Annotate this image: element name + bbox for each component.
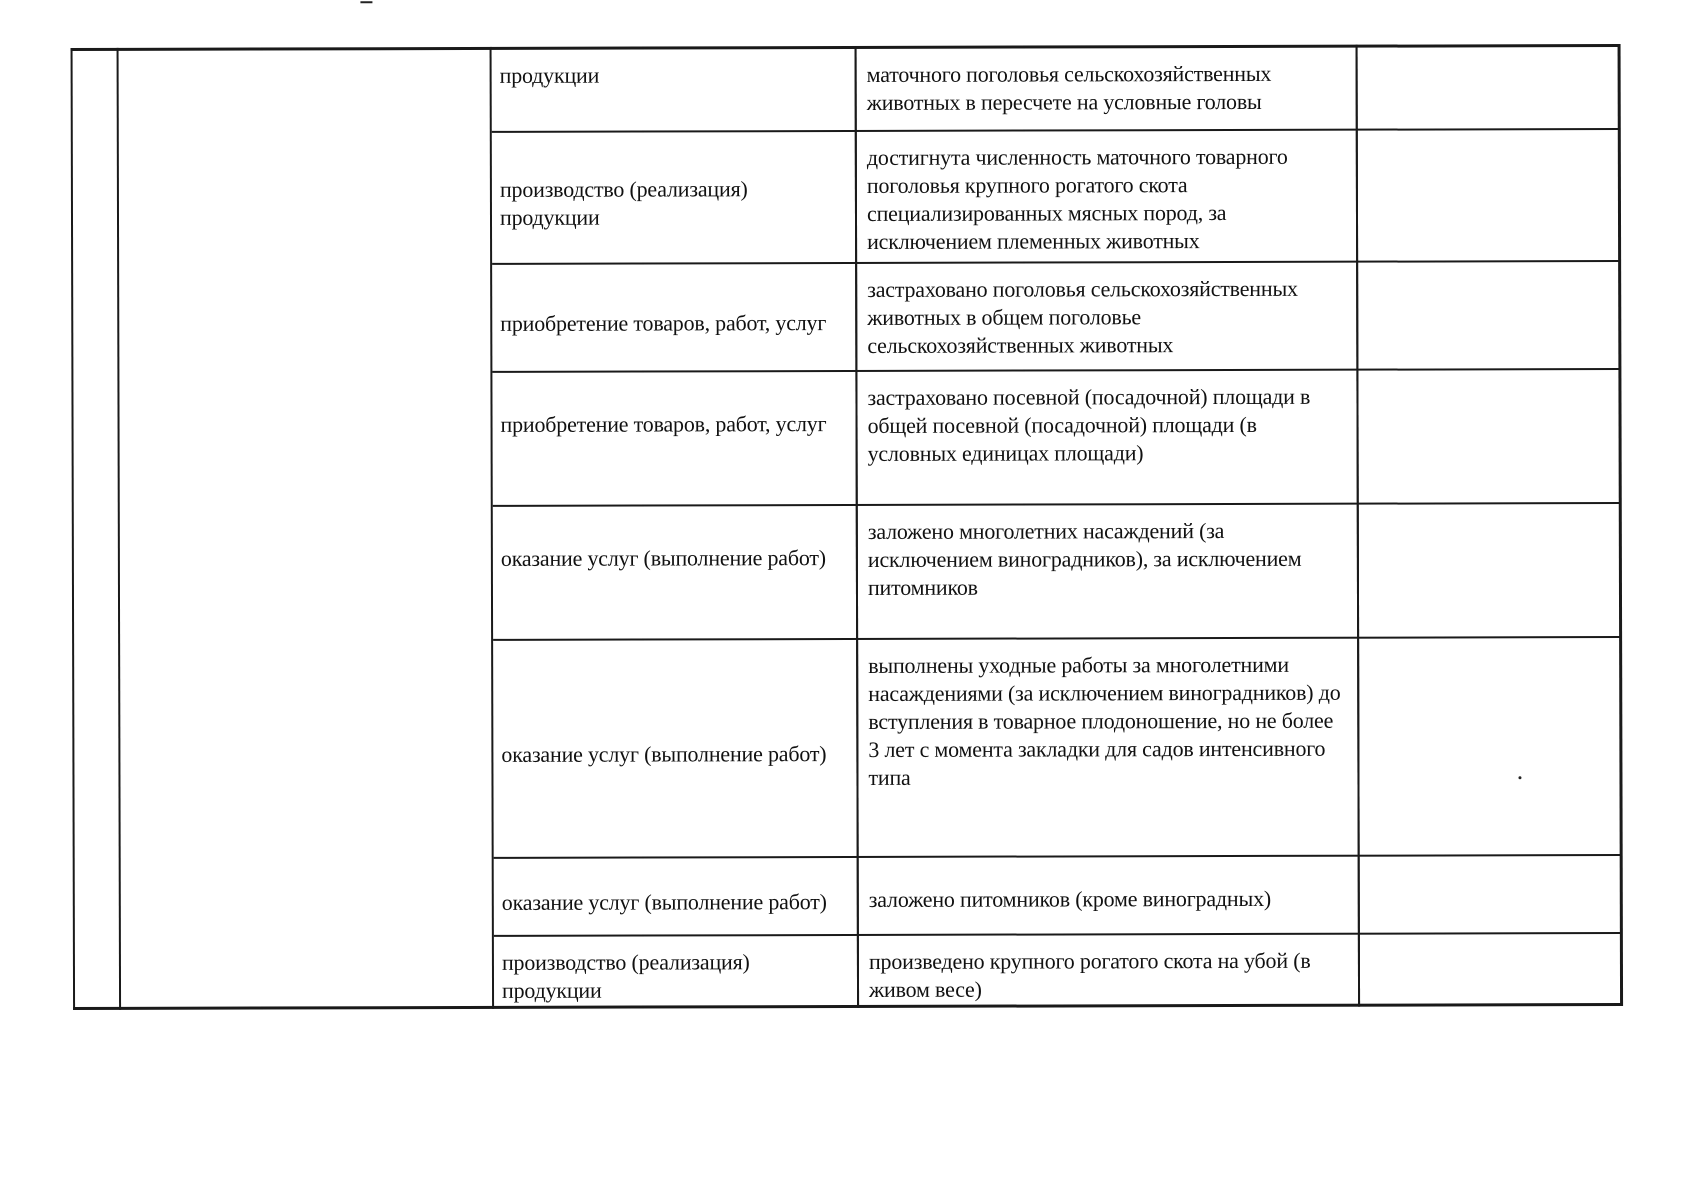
value-cell <box>1356 47 1619 129</box>
result-description-cell: выполнены уходные работы за многолетними насаждениями (за исключением виноградников) до вступления в товарное плодоношение, но не более 3 лет с момента закладки для садов интенсивного типа <box>856 639 1358 856</box>
result-type-cell: приобретение товаров, работ, услуг <box>500 411 827 437</box>
value-cell <box>1356 370 1619 503</box>
value-cell <box>1356 262 1619 369</box>
result-description-cell: заложено питомников (кроме виноградных) <box>857 857 1358 934</box>
value-cell <box>1358 856 1621 933</box>
result-description-cell: достигнута численность маточного товарного поголовья крупного рогатого скота специализированных мясных пород, за исключением племенных животных <box>855 131 1356 262</box>
result-type-cell: продукции <box>499 62 600 88</box>
table-row <box>492 262 1619 373</box>
value-cell <box>1357 638 1621 855</box>
result-type-cell: оказание услуг (выполнение работ) <box>501 889 827 915</box>
value-cell <box>1356 130 1619 261</box>
scan-speck <box>1518 776 1521 779</box>
table-body <box>492 47 1622 1009</box>
result-description-cell: маточного поголовья сельскохозяйственных животных в пересчете на условные головы <box>855 48 1356 130</box>
result-type-cell: оказание услуг (выполнение работ) <box>501 741 827 767</box>
result-type-cell: производство (реализация) продукции <box>501 949 750 1003</box>
result-description-cell: заложено многолетних насаждений (за исключением виноградников), за исключением питомников <box>856 505 1357 638</box>
result-type-cell: приобретение товаров, работ, услуг <box>500 310 827 336</box>
table-row <box>492 47 1619 133</box>
table-row <box>494 856 1621 937</box>
result-description-cell: застраховано посевной (посадочной) площади в общей посевной (посадочной) площади (в условных единицах площади) <box>855 371 1356 504</box>
value-cell <box>1357 504 1620 637</box>
result-type-cell: производство (реализация) продукции <box>499 176 748 230</box>
result-description-cell: застраховано поголовья сельскохозяйственных животных в общем поголовье сельскохозяйственных животных <box>855 263 1356 370</box>
result-type-cell: оказание услуг (выполнение работ) <box>500 545 826 571</box>
table-row <box>494 934 1621 1009</box>
scan-mark <box>360 1 372 3</box>
table-row <box>492 370 1619 507</box>
table-row <box>493 638 1621 859</box>
table-row <box>492 130 1619 265</box>
result-description-cell: произведено крупного рогатого скота на убой (в живом весе) <box>857 935 1358 1008</box>
table-row <box>493 504 1620 641</box>
value-cell <box>1358 934 1621 1007</box>
